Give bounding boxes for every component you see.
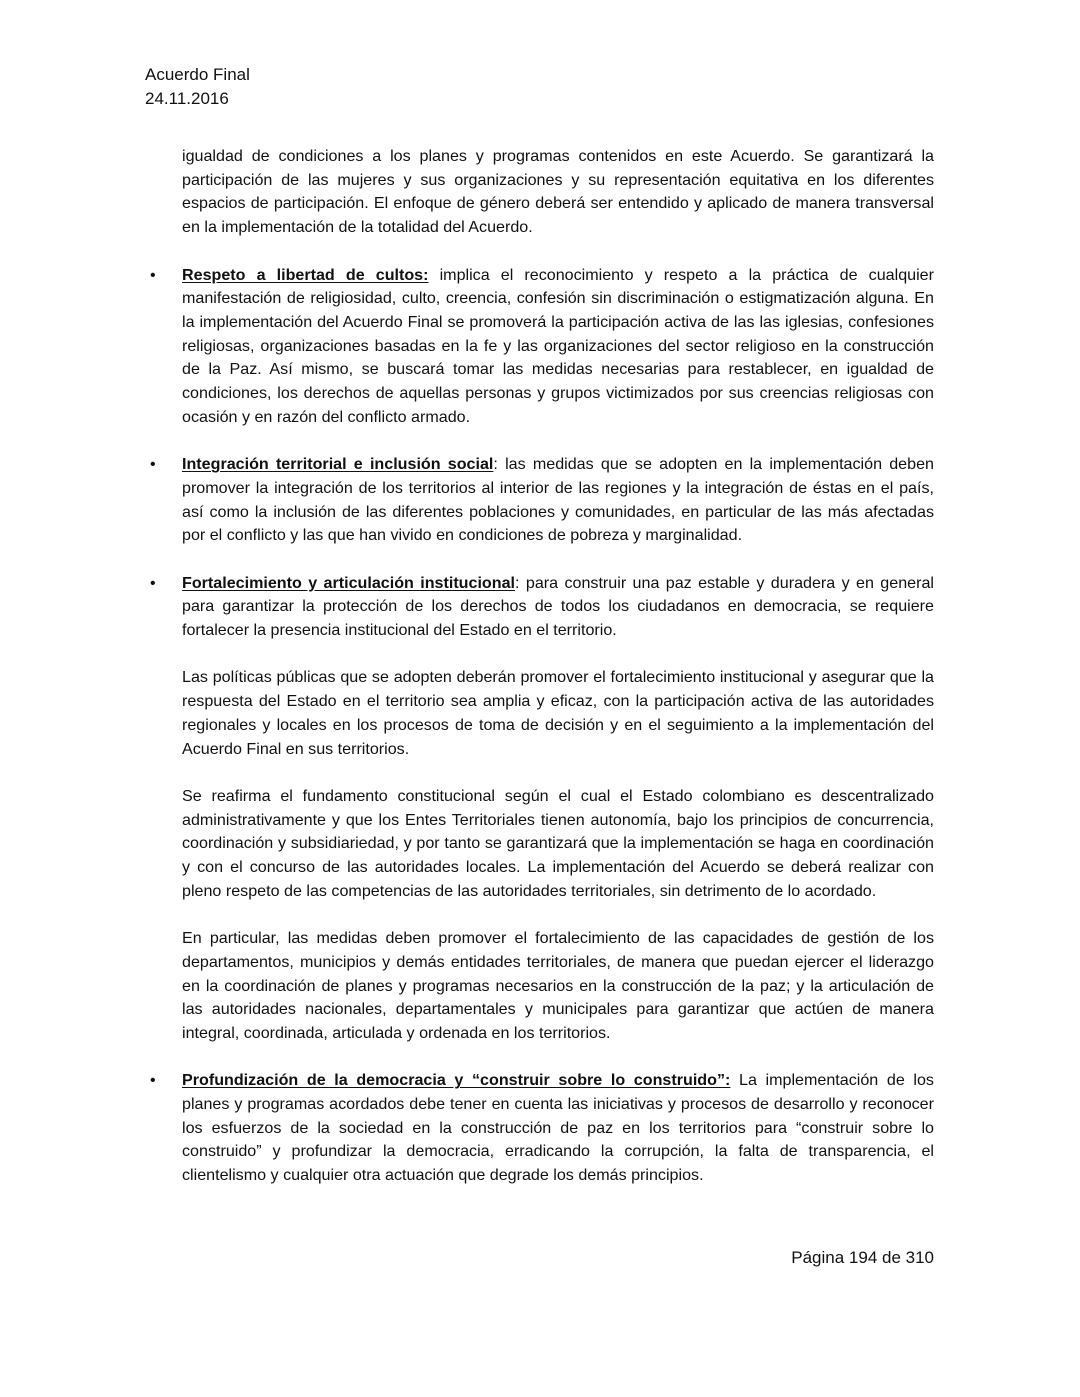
- body-paragraph: Las políticas públicas que se adopten deberán promover el fortalecimiento institucional y asegurar que la respuesta del Estado en el territorio sea amplia y eficaz, con la participación activa de las autoridades regionales y locales en los procesos de toma de decisión y en el seguimiento a la implementación del Acuerdo Final en sus territorios.: [182, 668, 934, 758]
- principle-text: : las medidas que se adopten en la implementación deben promover la integración de los territorios al interior de las regiones y la integración de éstas en el país, así como la inclusión de las diferentes poblaciones y comunidades, en particular de las más afectadas por el conflicto y las que han vivido en condiciones de pobreza y marginalidad.: [182, 455, 934, 545]
- bullet-icon: •: [150, 574, 156, 592]
- document-date: 24.11.2016: [145, 89, 229, 108]
- principle-item-libertad-de-cultos: [150, 264, 934, 430]
- body-paragraph: En particular, las medidas deben promover el fortalecimiento de las capacidades de gestión de los departamentos, municipios y demás entidades territoriales, de manera que puedan ejercer el liderazgo en la coordinación de planes y programas necesarios en la construcción de la paz; y la articulación de las autoridades nacionales, departamentales y municipales para garantizar que actúen de manera integral, coordinada, articulada y ordenada en los territorios.: [182, 929, 934, 1042]
- principle-item-fortalecimiento-institucional: [150, 572, 934, 643]
- principle-item-profundizacion-democracia: [150, 1069, 934, 1188]
- principle-term: Respeto a libertad de cultos:: [182, 265, 429, 284]
- principle-term: Fortalecimiento y articulación institucional: [182, 573, 516, 592]
- principle-text: implica el reconocimiento y respeto a la práctica de cualquier manifestación de religiosidad, culto, creencia, confesión sin discriminación o estigmatización alguna. En la implementación del Acuerdo Final se promoverá la participación activa de las las iglesias, confesiones religiosas, organizaciones basadas en la fe y las organizaciones del sector religioso en la construcción de la Paz. Así mismo, se buscará tomar las medidas necesarias para restablecer, en igualdad de condiciones, los derechos de aquellas personas y grupos victimizados por sus creencias religiosas con ocasión y en razón del conflicto armado.: [182, 265, 934, 426]
- principle-term: Integración territorial e inclusión social: [182, 455, 494, 474]
- document-title: Acuerdo Final: [145, 65, 250, 84]
- document-body: [150, 145, 934, 1212]
- principle-item-integracion-territorial: [150, 453, 934, 548]
- bullet-icon: •: [150, 456, 156, 474]
- bullet-icon: •: [150, 1072, 156, 1090]
- bullet-icon: •: [150, 266, 156, 284]
- continuation-paragraph: igualdad de condiciones a los planes y programas contenidos en este Acuerdo. Se garantizará la participación de las mujeres y sus organizaciones y su representación equitativa en los diferentes espacios de participación. El enfoque de género deberá ser entendido y aplicado de manera transversal en la implementación de la totalidad del Acuerdo.: [182, 147, 934, 237]
- principle-text: : para construir una paz estable y duradera y en general para garantizar la protección de los derechos de todos los ciudadanos en democracia, se requiere fortalecer la presencia institucional del Estado en el territorio.: [182, 573, 934, 640]
- body-paragraph: Se reafirma el fundamento constitucional según el cual el Estado colombiano es descentralizado administrativamente y que los Entes Territoriales tienen autonomía, bajo los principios de concurrencia, coordinación y subsidiariedad, y por tanto se garantizará que la implementación se haga en coordinación y con el concurso de las autoridades locales. La implementación del Acuerdo se deberá realizar con pleno respeto de las competencias de las autoridades territoriales, sin detrimento de lo acordado.: [182, 786, 934, 900]
- document-header: [145, 63, 250, 111]
- principle-text: La implementación de los planes y programas acordados debe tener en cuenta las iniciativas y procesos de desarrollo y reconocer los esfuerzos de la sociedad en la construcción de paz en los territorios para “construir sobre lo construido” y profundizar la democracia, erradicando la corrupción, la falta de transparencia, el clientelismo y cualquier otra actuación que degrade los demás principios.: [182, 1071, 934, 1185]
- principle-term: Profundización de la democracia y “construir sobre lo construido”:: [182, 1071, 731, 1090]
- page-number: Página 194 de 310: [791, 1248, 934, 1267]
